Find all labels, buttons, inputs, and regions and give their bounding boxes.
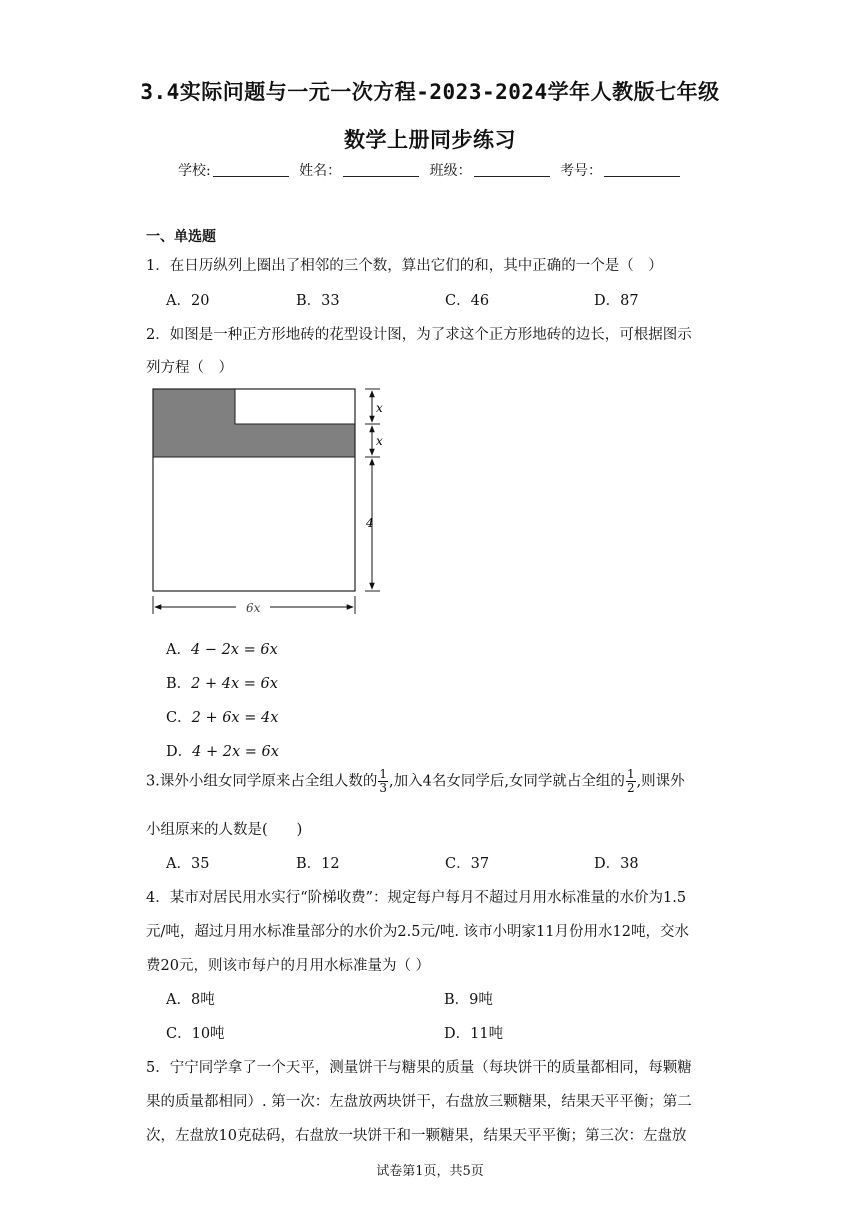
- fraction-2-denominator: 2: [626, 781, 635, 795]
- q2-option-c: [166, 706, 278, 727]
- q1-text: 1．在日历纵列上圈出了相邻的三个数，算出它们的和，其中正确的一个是（ ）: [146, 258, 663, 274]
- q4-line-1: 4．某市对居民用水实行“阶梯收费”：规定每户每月不超过月用水标准量的水价为1.5: [146, 890, 687, 906]
- q4-option-d: D．11吨: [444, 1026, 504, 1042]
- fraction-2-numerator: 1: [626, 767, 635, 781]
- q2-option-b: [166, 672, 278, 693]
- q4-option-c: C．10吨: [166, 1026, 225, 1042]
- exam-no-label: 考号：: [560, 163, 603, 179]
- q2-option-d: [166, 740, 279, 761]
- name-label: 姓名：: [299, 163, 342, 179]
- q4-line-2: 元/吨，超过月用水标准量部分的水价为2.5元/吨. 该市小明家11月份用水12吨，交水: [146, 924, 689, 940]
- q1-option-a: A．20: [166, 293, 210, 309]
- q2-option-b-letter: B．: [166, 676, 192, 692]
- q2-line-1: 2．如图是一种正方形地砖的花型设计图，为了求这个正方形地砖的边长，可根据图示: [146, 327, 692, 343]
- q1-option-b: B．33: [296, 293, 340, 309]
- q4-option-a: A．8吨: [166, 992, 215, 1008]
- q1-option-c: C．46: [445, 293, 490, 309]
- q3-option-a: A．35: [166, 856, 210, 872]
- q4-line-3: 费20元，则该市每户的月用水标准量为（ ）: [146, 958, 431, 974]
- section-heading: 一、单选题: [146, 229, 216, 245]
- q2-figure: [140, 382, 390, 622]
- name-blank[interactable]: [343, 176, 419, 177]
- class-label: 班级：: [429, 163, 472, 179]
- title-line-2: 数学上册同步练习: [344, 128, 516, 152]
- q2-option-d-letter: D．: [166, 744, 193, 760]
- fraction-one-half: [626, 768, 636, 795]
- title-line-1: 3.4实际问题与一元一次方程-2023-2024学年人教版七年级: [140, 80, 720, 104]
- q3-option-d: D．38: [594, 856, 639, 872]
- label-6x: 6x: [246, 601, 261, 615]
- q5-line-3: 次，左盘放10克砝码，右盘放一块饼干和一颗糖果，结果天平平衡；第三次：左盘放: [146, 1128, 687, 1144]
- fraction-1-numerator: 1: [379, 767, 387, 781]
- q3-text-part-1: 3.课外小组女同学原来占全组人数的: [146, 773, 378, 790]
- q3-text-part-3: ,则课外: [636, 773, 685, 790]
- exam-no-blank[interactable]: [604, 176, 680, 177]
- q1-option-d: D．87: [594, 293, 639, 309]
- shaded-region: [153, 389, 355, 457]
- q2-option-c-letter: C．: [166, 710, 192, 726]
- class-blank[interactable]: [474, 176, 550, 177]
- school-blank[interactable]: [213, 176, 289, 177]
- q2-option-a-letter: A．: [166, 642, 191, 658]
- label-4: 4: [366, 516, 374, 530]
- q3-option-b: B．12: [296, 856, 340, 872]
- q2-option-a-equation: 4 − 2x = 6x: [190, 642, 278, 658]
- q2-option-c-equation: 2 + 6x = 4x: [191, 710, 279, 726]
- q2-option-d-equation: 4 + 2x = 6x: [192, 744, 279, 760]
- fraction-one-third: [378, 768, 388, 795]
- q3-text-part-2: ,加入4名女同学后,女同学就占全组的: [388, 773, 625, 790]
- page-footer: 试卷第1页，共5页: [376, 1164, 484, 1179]
- label-x-1: x: [376, 401, 383, 415]
- label-x-2: x: [376, 434, 383, 448]
- q3-line-2: 小组原来的人数是( ): [146, 822, 303, 838]
- fraction-1-denominator: 3: [379, 781, 387, 795]
- q5-line-2: 果的质量都相同）. 第一次：左盘放两块饼干，右盘放三颗糖果，结果天平平衡；第二: [146, 1094, 692, 1110]
- q3-option-c: C．37: [445, 856, 490, 872]
- q2-line-2: 列方程（ ）: [146, 360, 233, 376]
- q3-line-1: [146, 768, 685, 795]
- school-label: 学校:: [177, 163, 211, 179]
- q4-option-b: B．9吨: [444, 992, 493, 1008]
- q5-line-1: 5．宁宁同学拿了一个天平，测量饼干与糖果的质量（每块饼干的质量都相同，每颗糖: [146, 1060, 692, 1076]
- q2-option-a: [166, 638, 278, 659]
- student-info-line: [0, 160, 860, 180]
- q2-option-b-equation: 2 + 4x = 6x: [191, 676, 278, 692]
